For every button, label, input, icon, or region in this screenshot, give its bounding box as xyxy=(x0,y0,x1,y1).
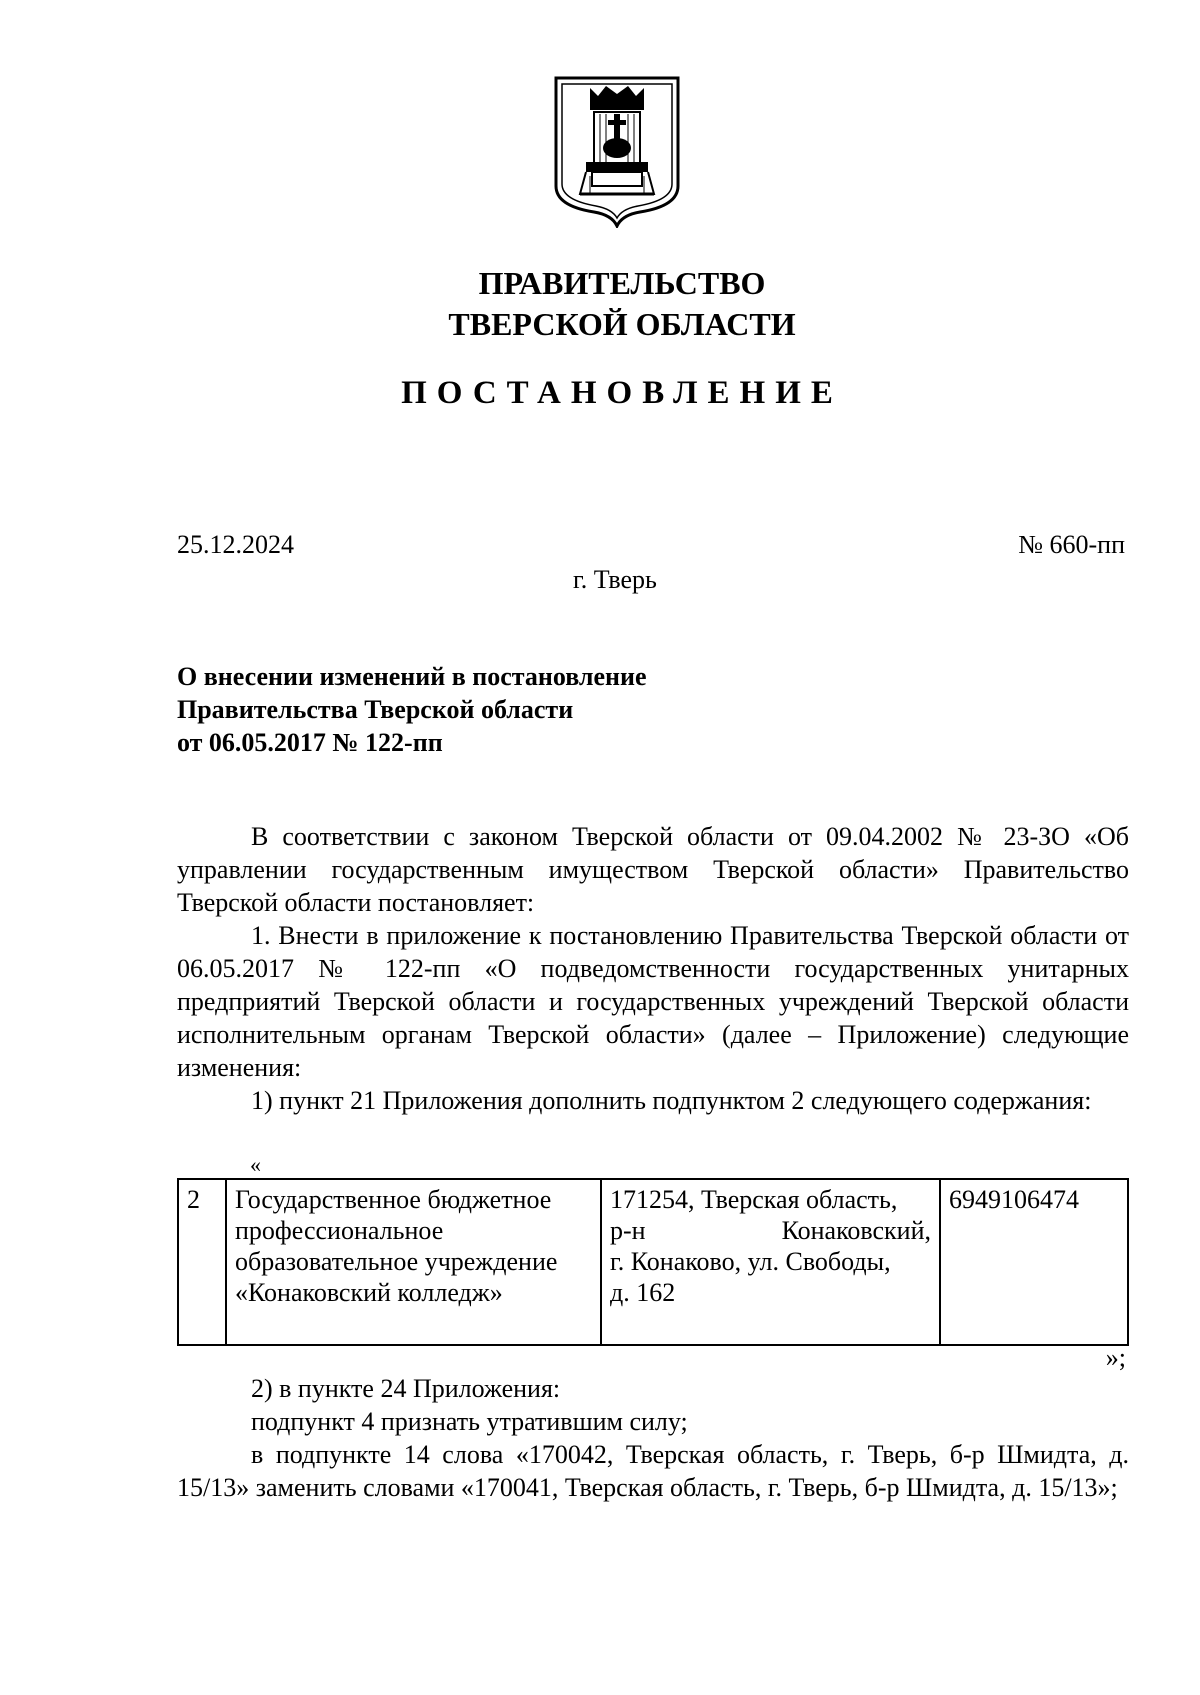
org-name-line2: ТВЕРСКОЙ ОБЛАСТИ xyxy=(448,306,796,342)
address-line2-part2: Конаковский, xyxy=(781,1216,931,1245)
document-number: № 660-пп xyxy=(1018,530,1125,559)
title-line2: Правительства Тверской области xyxy=(177,695,574,724)
table-cell-institution: Государственное бюджетное профессиональное образовательное учреждение «Конаковский колледж» xyxy=(226,1179,601,1345)
address-line2 xyxy=(610,1215,931,1246)
document-type: ПОСТАНОВЛЕНИЕ xyxy=(401,375,843,411)
tver-coat-of-arms-icon xyxy=(550,74,684,228)
paragraph-item-1: 1. Внести в приложение к постановлению Правительства Тверской области от 06.05.2017 № 122-пп «О подведомственности государственных унитарных предприятий Тверской области и государственных учреждений Тверской области исполнительным органам Тверской области» (далее – Приложение) следующие изменения: xyxy=(177,921,1129,1082)
table-cell-number: 2 xyxy=(178,1179,226,1345)
address-line4: д. 162 xyxy=(610,1278,676,1307)
paragraph-subitem-2-b: в подпункте 14 слова «170042, Тверская область, г. Тверь, б-р Шмидта, д. 15/13» заменить словами «170041, Тверская область, г. Тверь, б-р Шмидта, д. 15/13»; xyxy=(177,1440,1129,1502)
table-cell-inn: 6949106474 xyxy=(940,1179,1128,1345)
document-title xyxy=(177,660,647,759)
title-line3: от 06.05.2017 № 122-пп xyxy=(177,728,443,757)
title-line1: О внесении изменений в постановление xyxy=(177,662,647,691)
address-line2-part1: р-н xyxy=(610,1216,646,1245)
paragraph-preamble: В соответствии с законом Тверской области от 09.04.2002 № 23-ЗО «Об управлении государственным имуществом Тверской области» Правительство Тверской области постановляет: xyxy=(177,822,1129,917)
table-cell-address xyxy=(601,1179,940,1345)
quote-close: »; xyxy=(1105,1343,1126,1372)
org-name-line1: ПРАВИТЕЛЬСТВО xyxy=(478,265,766,301)
document-date: 25.12.2024 xyxy=(177,530,294,559)
address-line3: г. Конаково, ул. Свободы, xyxy=(610,1247,891,1276)
document-city: г. Тверь xyxy=(573,565,657,594)
paragraph-subitem-2-a: подпункт 4 признать утратившим силу; xyxy=(251,1407,688,1436)
quote-open: « xyxy=(250,1152,261,1177)
paragraph-subitem-2: 2) в пункте 24 Приложения: xyxy=(251,1374,561,1403)
amendment-table xyxy=(177,1178,1129,1346)
paragraph-subitem-1: 1) пункт 21 Приложения дополнить подпунктом 2 следующего содержания: xyxy=(251,1086,1092,1115)
address-line1: 171254, Тверская область, xyxy=(610,1185,898,1214)
table-row xyxy=(178,1179,1128,1345)
